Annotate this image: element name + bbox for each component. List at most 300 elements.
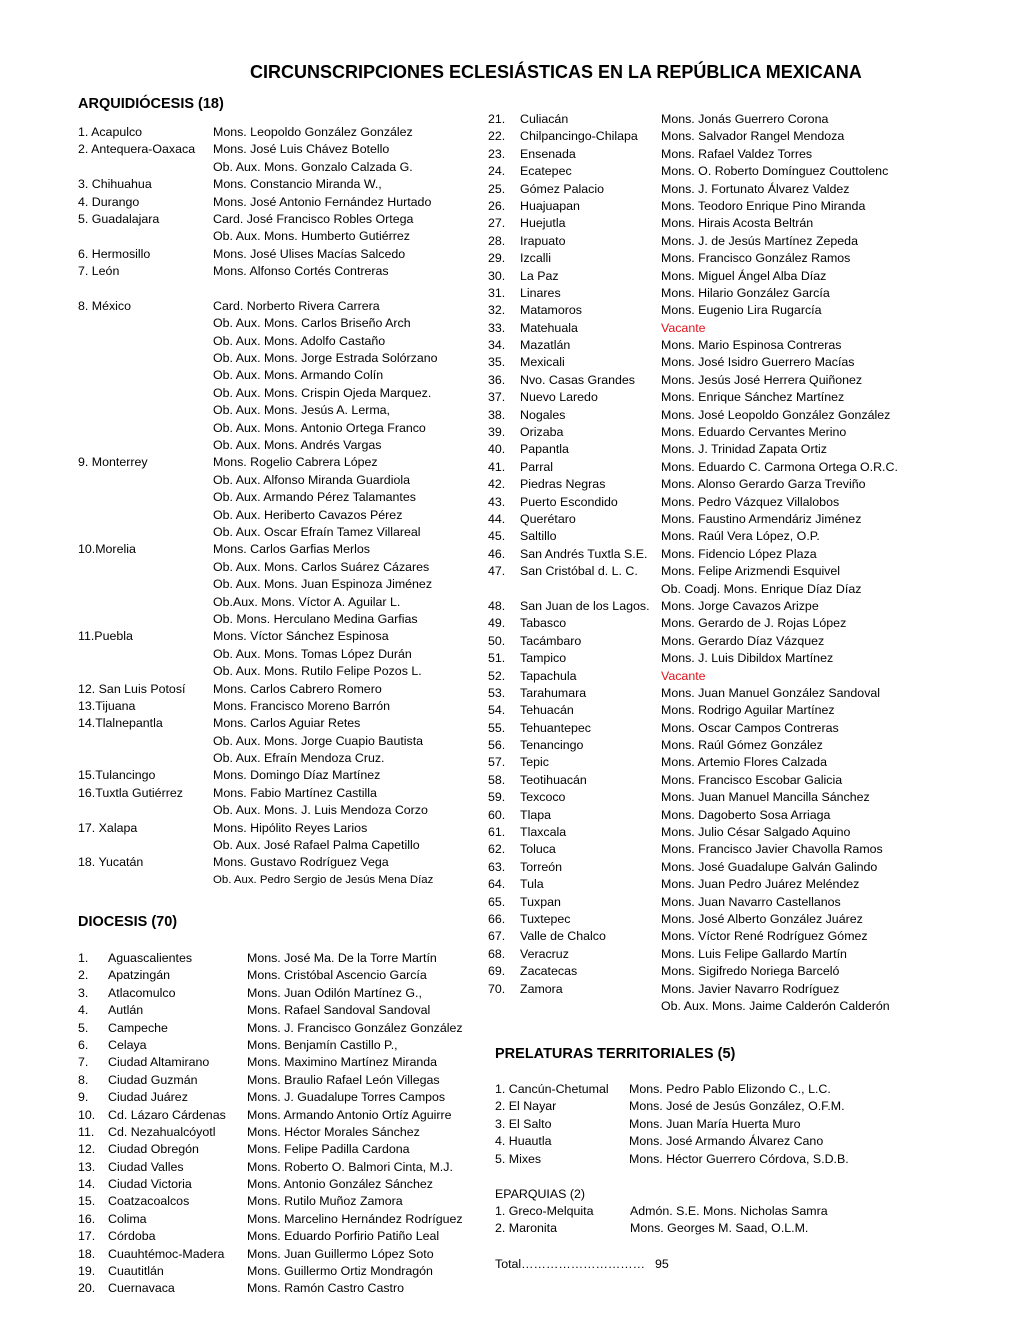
item-number: 56.	[488, 738, 506, 753]
eparquias-list	[495, 1203, 915, 1238]
bishop-name: Mons. Rutilo Muñoz Zamora	[247, 1194, 403, 1209]
item-number: 66.	[488, 911, 506, 926]
arquidiocesis-list	[78, 124, 478, 889]
list-item	[78, 211, 478, 228]
list-item	[78, 1211, 478, 1228]
jurisdiction-name: 2. El Nayar	[495, 1099, 557, 1114]
list-item	[488, 598, 908, 615]
diocese-name: Cd. Lázaro Cárdenas	[108, 1107, 226, 1122]
vacant-label: Vacante	[661, 668, 706, 683]
list-item	[78, 1176, 478, 1193]
diocese-name: Cuauhtémoc-Madera	[108, 1246, 225, 1261]
bishop-name: Mons. J. Fortunato Álvarez Valdez	[661, 181, 850, 196]
diocese-name: Piedras Negras	[520, 477, 606, 492]
jurisdiction-name: 2. Antequera-Oaxaca	[78, 142, 196, 157]
item-number: 41.	[488, 459, 506, 474]
bishop-name: Mons. Francisco Escobar Galicia	[661, 772, 843, 787]
jurisdiction-name: 15.Tulancingo	[78, 768, 156, 783]
bishop-name: Ob. Aux. Mons. Andrés Vargas	[213, 438, 382, 453]
list-item	[78, 1228, 478, 1245]
jurisdiction-name: 16.Tuxtla Gutiérrez	[78, 785, 183, 800]
jurisdiction-name: 6. Hermosillo	[78, 246, 151, 261]
list-item	[78, 681, 478, 698]
item-number: 63.	[488, 859, 506, 874]
bishop-name: Mons. Artemio Flores Calzada	[661, 755, 827, 770]
list-item	[488, 407, 908, 424]
item-number: 58.	[488, 772, 506, 787]
bishop-name: Mons. J. de Jesús Martínez Zepeda	[661, 233, 858, 248]
item-number: 36.	[488, 372, 506, 387]
diocese-name: Zamora	[520, 981, 563, 996]
diocese-name: Chilpancingo-Chilapa	[520, 129, 638, 144]
diocese-name: Tampico	[520, 651, 567, 666]
item-number: 24.	[488, 164, 506, 179]
jurisdiction-name: 1. Acapulco	[78, 125, 143, 139]
item-number: 10.	[78, 1107, 96, 1122]
bishop-name: Admón. S.E. Mons. Nicholas Samra	[630, 1204, 828, 1218]
bishop-name: Mons. Eugenio Lira Rugarcía	[661, 303, 822, 318]
jurisdiction-name: 11.Puebla	[78, 629, 133, 644]
item-number: 29.	[488, 251, 506, 266]
bishop-name: Mons. Juan Navarro Castellanos	[661, 894, 841, 909]
item-number: 33.	[488, 320, 506, 335]
bishop-name: Mons. Alonso Gerardo Garza Treviño	[661, 477, 866, 492]
jurisdiction-name: 18. Yucatán	[78, 855, 144, 870]
item-number: 7.	[78, 1055, 89, 1070]
diocese-name: Cd. Nezahualcóyotl	[108, 1124, 216, 1139]
bishop-name: Mons. Mario Espinosa Contreras	[661, 338, 842, 353]
list-item	[488, 389, 908, 406]
bishop-name: Mons. Miguel Ángel Alba Díaz	[661, 268, 827, 283]
item-number: 28.	[488, 233, 506, 248]
bishop-name: Mons. Carlos Garfias Merlos	[213, 542, 370, 557]
bishop-name: Ob.Aux. Mons. Víctor A. Aguilar L.	[213, 594, 401, 609]
list-item	[78, 628, 478, 645]
list-item	[495, 1098, 915, 1115]
list-item	[78, 1193, 478, 1210]
diocese-name: Celaya	[108, 1037, 147, 1052]
bishop-name: Mons. Francisco Moreno Barrón	[213, 698, 390, 713]
diocesis-list-left	[78, 950, 478, 1298]
diocese-name: Nvo. Casas Grandes	[520, 372, 636, 387]
jurisdiction-name: 13.Tijuana	[78, 698, 136, 713]
list-item	[78, 402, 478, 419]
bishop-name: Mons. Pedro Pablo Elizondo C., L.C.	[629, 1082, 831, 1096]
diocese-name: Linares	[520, 285, 561, 300]
bishop-name: Ob. Aux. Mons. Jaime Calderón Calderón	[661, 998, 890, 1013]
list-item	[78, 524, 478, 541]
diocese-name: Tula	[520, 877, 544, 892]
bishop-name: Ob. Aux. Oscar Efraín Tamez Villareal	[213, 524, 421, 539]
bishop-name: Ob. Aux. Mons. Jorge Cuapio Bautista	[213, 733, 424, 748]
bishop-name: Mons. Jorge Cavazos Arizpe	[661, 598, 819, 613]
jurisdiction-name: 14.Tlalnepantla	[78, 716, 163, 731]
diocese-name: Querétaro	[520, 511, 576, 526]
bishop-name: Mons. Carlos Cabrero Romero	[213, 681, 382, 696]
bishop-name: Mons. José de Jesús González, O.F.M.	[629, 1099, 845, 1114]
bishop-name: Mons. Héctor Morales Sánchez	[247, 1124, 420, 1139]
bishop-name: Ob. Aux. Mons. Adolfo Castaño	[213, 333, 386, 348]
bishop-name: Mons. Juan Pedro Juárez Meléndez	[661, 877, 860, 892]
bishop-name: Mons. Gerardo de J. Rojas López	[661, 616, 847, 631]
bishop-name: Mons. Juan Guillermo López Soto	[247, 1246, 434, 1261]
bishop-name: Ob. Aux. Mons. Juan Espinoza Jiménez	[213, 577, 433, 592]
bishop-name: Mons. José Antonio Fernández Hurtado	[213, 194, 432, 209]
list-item	[78, 1037, 478, 1054]
list-item	[495, 1220, 915, 1237]
diocese-name: Colima	[108, 1211, 147, 1226]
bishop-name: Mons. Rogelio Cabrera López	[213, 455, 378, 470]
bishop-name: Mons. Alfonso Cortés Contreras	[213, 264, 389, 279]
list-item	[488, 459, 908, 476]
item-number: 68.	[488, 946, 506, 961]
item-number: 51.	[488, 651, 506, 666]
item-number: 57.	[488, 755, 506, 770]
list-item	[78, 698, 478, 715]
item-number: 9.	[78, 1090, 89, 1105]
bishop-name: Ob. Aux. Mons. Jesús A. Lerma,	[213, 403, 390, 418]
list-item	[78, 1002, 478, 1019]
diocese-name: Cuautitlán	[108, 1264, 164, 1279]
bishop-name: Mons. Raúl Gómez González	[661, 738, 823, 753]
eparquias-heading: EPARQUIAS (2)	[495, 1187, 585, 1201]
list-item	[495, 1151, 915, 1168]
list-item	[488, 163, 908, 180]
list-item	[488, 946, 908, 963]
bishop-name: Mons. Eduardo Porfirio Patiño Leal	[247, 1229, 440, 1244]
diocese-name: Atlacomulco	[108, 985, 176, 1000]
bishop-name: Mons. Hilario González García	[661, 285, 830, 300]
list-item	[488, 981, 908, 998]
bishop-name: Ob. Aux. Mons. Antonio Ortega Franco	[213, 420, 426, 435]
bishop-name: Mons. Oscar Campos Contreras	[661, 720, 839, 735]
diocese-name: Nuevo Laredo	[520, 390, 598, 405]
bishop-name: Card. José Francisco Robles Ortega	[213, 211, 414, 226]
jurisdiction-name: 12. San Luis Potosí	[78, 681, 186, 696]
list-item	[488, 250, 908, 267]
bishop-name: Mons. Jesús José Herrera Quiñonez	[661, 372, 863, 387]
list-item	[78, 1072, 478, 1089]
total-label: Total…………………………	[495, 1257, 646, 1271]
item-number: 21.	[488, 112, 506, 126]
prelaturas-heading: PRELATURAS TERRITORIALES (5)	[495, 1046, 736, 1062]
bishop-name: Mons. Faustino Armendáriz Jiménez	[661, 511, 862, 526]
diocese-name: Ciudad Guzmán	[108, 1072, 198, 1087]
bishop-name: Mons. Gustavo Rodríguez Vega	[213, 855, 389, 870]
bishop-name: Mons. Sigifredo Noriega Barceló	[661, 964, 840, 979]
list-item	[78, 559, 478, 576]
item-number: 67.	[488, 929, 506, 944]
bishop-name: Mons. Fidencio López Plaza	[661, 546, 817, 561]
list-item	[488, 633, 908, 650]
list-item	[78, 298, 478, 315]
list-item	[488, 754, 908, 771]
item-number: 42.	[488, 477, 506, 492]
list-item	[78, 663, 478, 680]
list-item	[78, 1141, 478, 1158]
item-number: 34.	[488, 338, 506, 353]
list-item	[78, 315, 478, 332]
prelaturas-list	[495, 1081, 915, 1168]
list-item	[488, 511, 908, 528]
list-item	[488, 372, 908, 389]
list-item	[78, 263, 478, 280]
item-number: 60.	[488, 807, 506, 822]
list-item	[78, 1246, 478, 1263]
list-item	[78, 124, 478, 141]
diocese-name: Córdoba	[108, 1229, 156, 1244]
diocese-name: Campeche	[108, 1020, 168, 1035]
bishop-name: Mons. José Luis Chávez Botello	[213, 142, 390, 157]
bishop-name: Mons. Hirais Acosta Beltrán	[661, 216, 814, 231]
list-item	[488, 494, 908, 511]
list-item	[488, 824, 908, 841]
list-item	[78, 194, 478, 211]
item-number: 32.	[488, 303, 506, 318]
list-item	[78, 733, 478, 750]
bishop-name: Ob. Aux. Pedro Sergio de Jesús Mena Díaz	[213, 873, 434, 886]
bishop-name: Mons. Juan Manuel Mancilla Sánchez	[661, 790, 870, 805]
page-title: CIRCUNSCRIPCIONES ECLESIÁSTICAS EN LA REPÚBLICA MEXICANA	[250, 62, 862, 82]
diocese-name: Apatzingán	[108, 968, 171, 983]
item-number: 37.	[488, 390, 506, 405]
diocese-name: Tuxtepec	[520, 911, 571, 926]
bishop-name: Ob. Aux. Mons. Carlos Suárez Cázares	[213, 559, 430, 574]
diocesis-list-right	[488, 111, 908, 1015]
diocese-name: San Andrés Tuxtla S.E.	[520, 546, 648, 561]
list-item	[78, 454, 478, 471]
list-item	[488, 181, 908, 198]
diocese-name: Coatzacoalcos	[108, 1194, 190, 1209]
bishop-name: Mons. Teodoro Enrique Pino Miranda	[661, 198, 866, 213]
diocese-name: Zacatecas	[520, 964, 578, 979]
item-number: 46.	[488, 546, 506, 561]
item-number: 15.	[78, 1194, 96, 1209]
diocese-name: Parral	[520, 459, 554, 474]
jurisdiction-name: 2. Maronita	[495, 1221, 557, 1236]
list-item	[488, 668, 908, 685]
list-item	[488, 320, 908, 337]
diocese-name: Tacámbaro	[520, 633, 582, 648]
bishop-name: Mons. Felipe Arizmendi Esquivel	[661, 564, 841, 579]
bishop-name: Mons. Jonás Guerrero Corona	[661, 112, 829, 126]
list-item	[78, 750, 478, 767]
list-item	[488, 685, 908, 702]
list-item	[488, 876, 908, 893]
list-item	[488, 198, 908, 215]
bishop-name: Ob. Aux. Mons. Carlos Briseño Arch	[213, 316, 411, 331]
list-item	[78, 507, 478, 524]
list-item	[488, 737, 908, 754]
diocese-name: Papantla	[520, 442, 569, 457]
item-number: 47.	[488, 564, 506, 579]
list-item	[488, 807, 908, 824]
list-item	[78, 1124, 478, 1141]
jurisdiction-name: 10.Morelia	[78, 542, 136, 557]
bishop-name: Mons. Raúl Vera López, O.P.	[661, 529, 820, 544]
item-number: 40.	[488, 442, 506, 457]
jurisdiction-name: 17. Xalapa	[78, 820, 138, 835]
jurisdiction-name: 4. Durango	[78, 194, 140, 209]
item-number: 49.	[488, 616, 506, 631]
jurisdiction-name: 7. León	[78, 264, 120, 279]
bishop-name: Mons. Carlos Aguiar Retes	[213, 716, 361, 731]
diocese-name: Ciudad Obregón	[108, 1142, 199, 1157]
bishop-name: Mons. Guillermo Ortiz Mondragón	[247, 1264, 433, 1279]
list-item	[488, 233, 908, 250]
item-number: 8.	[78, 1072, 89, 1087]
diocese-name: Torreón	[520, 859, 563, 874]
bishop-name: Mons. Armando Antonio Ortíz Aguirre	[247, 1107, 452, 1122]
item-number: 25.	[488, 181, 506, 196]
diocese-name: San Juan de los Lagos.	[520, 598, 650, 613]
list-item	[488, 424, 908, 441]
list-item	[78, 967, 478, 984]
list-item	[78, 950, 478, 967]
bishop-name: Mons. Braulio Rafael León Villegas	[247, 1072, 440, 1087]
diocese-name: La Paz	[520, 268, 559, 283]
item-number: 16.	[78, 1211, 96, 1226]
list-item	[78, 1020, 478, 1037]
list-item	[488, 702, 908, 719]
bishop-name: Mons. J. Guadalupe Torres Campos	[247, 1090, 446, 1105]
item-number: 12.	[78, 1142, 96, 1157]
list-item	[78, 594, 478, 611]
bishop-name: Mons. Francisco González Ramos	[661, 251, 851, 266]
bishop-name: Mons. Pedro Vázquez Villalobos	[661, 494, 840, 509]
bishop-name: Ob. Aux. Mons. Gonzalo Calzada G.	[213, 159, 413, 174]
item-number: 35.	[488, 355, 506, 370]
bishop-name: Mons. Julio César Salgado Aquino	[661, 825, 851, 840]
item-number: 39.	[488, 425, 506, 440]
jurisdiction-name: 9. Monterrey	[78, 455, 148, 470]
item-number: 31.	[488, 285, 506, 300]
list-item	[78, 785, 478, 802]
item-number: 54.	[488, 703, 506, 718]
list-item	[78, 176, 478, 193]
diocese-name: Tuxpan	[520, 894, 561, 909]
list-item	[488, 963, 908, 980]
bishop-name: Mons. Dagoberto Sosa Arriaga	[661, 807, 831, 822]
item-number: 23.	[488, 146, 506, 161]
list-item	[488, 354, 908, 371]
bishop-name: Mons. José Armando Álvarez Cano	[629, 1134, 824, 1149]
bishop-name: Mons. Maximino Martínez Miranda	[247, 1055, 438, 1070]
item-number: 27.	[488, 216, 506, 231]
bishop-name: Mons. Roberto O. Balmori Cinta, M.J.	[247, 1159, 453, 1174]
list-item	[488, 215, 908, 232]
bishop-name: Mons. José Isidro Guerrero Macías	[661, 355, 855, 370]
list-item	[78, 611, 478, 628]
item-number: 26.	[488, 198, 506, 213]
bishop-name: Mons. Benjamín Castillo P.,	[247, 1037, 398, 1052]
list-item	[78, 246, 478, 263]
item-number: 64.	[488, 877, 506, 892]
arquidiocesis-heading: ARQUIDIÓCESIS (18)	[78, 96, 224, 112]
bishop-name: Ob. Aux. Mons. Tomas López Durán	[213, 646, 412, 661]
list-item	[488, 894, 908, 911]
item-number: 6.	[78, 1037, 89, 1052]
list-item	[488, 337, 908, 354]
bishop-name: Mons. J. Francisco González González	[247, 1020, 463, 1035]
list-item	[78, 802, 478, 819]
diocese-name: Huejutla	[520, 216, 566, 231]
list-item	[488, 111, 908, 128]
bishop-name: Mons. Víctor René Rodríguez Gómez	[661, 929, 868, 944]
diocese-name: Matehuala	[520, 320, 578, 335]
diocese-name: Teotihuacán	[520, 772, 587, 787]
item-number: 44.	[488, 511, 506, 526]
jurisdiction-name: 8. México	[78, 298, 132, 313]
diocese-name: Ensenada	[520, 146, 576, 161]
bishop-name: Mons. Juan Odilón Martínez G.,	[247, 985, 422, 1000]
list-item	[488, 528, 908, 545]
bishop-name: Mons. Luis Felipe Gallardo Martín	[661, 946, 847, 961]
list-item	[488, 546, 908, 563]
diocese-name: Nogales	[520, 407, 566, 422]
jurisdiction-name: 1. Greco-Melquita	[495, 1204, 594, 1218]
bishop-name: Mons. José Alberto González Juárez	[661, 911, 863, 926]
diocese-name: Toluca	[520, 842, 556, 857]
bishop-name: Mons. Fabio Martínez Castilla	[213, 785, 377, 800]
item-number: 38.	[488, 407, 506, 422]
list-item	[78, 489, 478, 506]
list-item	[488, 146, 908, 163]
bishop-name: Ob. Aux. Efraín Mendoza Cruz.	[213, 751, 385, 766]
item-number: 22.	[488, 129, 506, 144]
list-item	[495, 1133, 915, 1150]
list-item	[495, 1081, 915, 1098]
list-item	[78, 854, 478, 871]
list-item	[488, 841, 908, 858]
bishop-name: Ob. Aux. Heriberto Cavazos Pérez	[213, 507, 403, 522]
list-item	[488, 285, 908, 302]
diocese-name: San Cristóbal d. L. C.	[520, 564, 638, 579]
list-item	[78, 820, 478, 837]
diocese-name: Autlán	[108, 1003, 144, 1018]
diocese-name: Tarahumara	[520, 685, 587, 700]
diocese-name: Izcalli	[520, 251, 551, 266]
bishop-name: Mons. Cristóbal Ascencio García	[247, 968, 427, 983]
bishop-name: Mons. Antonio González Sánchez	[247, 1177, 433, 1192]
list-item	[78, 437, 478, 454]
diocese-name: Ciudad Juárez	[108, 1090, 188, 1105]
list-item	[488, 441, 908, 458]
list-item	[78, 228, 478, 245]
bishop-name: Mons. Gerardo Díaz Vázquez	[661, 633, 825, 648]
item-number: 48.	[488, 598, 506, 613]
list-item	[78, 985, 478, 1002]
bishop-name: Mons. Leopoldo González González	[213, 125, 413, 139]
bishop-name: Mons. Hipólito Reyes Larios	[213, 820, 368, 835]
item-number: 5.	[78, 1020, 89, 1035]
bishop-name: Mons. J. Luis Dibildox Martínez	[661, 651, 834, 666]
jurisdiction-name: 5. Mixes	[495, 1151, 542, 1166]
bishop-name: Card. Norberto Rivera Carrera	[213, 298, 380, 313]
bishop-name: Ob. Aux. José Rafael Palma Capetillo	[213, 838, 420, 853]
bishop-name: Mons. Enrique Sánchez Martínez	[661, 390, 845, 405]
bishop-name: Mons. Domingo Díaz Martínez	[213, 768, 381, 783]
bishop-name: Mons. Eduardo Cervantes Merino	[661, 425, 847, 440]
bishop-name: Mons. J. Trinidad Zapata Ortiz	[661, 442, 827, 457]
list-item	[78, 159, 478, 176]
bishop-name: Mons. Héctor Guerrero Córdova, S.D.B.	[629, 1151, 849, 1166]
list-item	[488, 581, 908, 598]
bishop-name: Mons. José Guadalupe Galván Galindo	[661, 859, 878, 874]
jurisdiction-name: 1. Cancún-Chetumal	[495, 1082, 609, 1096]
diocese-name: Saltillo	[520, 529, 557, 544]
bishop-name: Mons. Ramón Castro Castro	[247, 1281, 405, 1296]
